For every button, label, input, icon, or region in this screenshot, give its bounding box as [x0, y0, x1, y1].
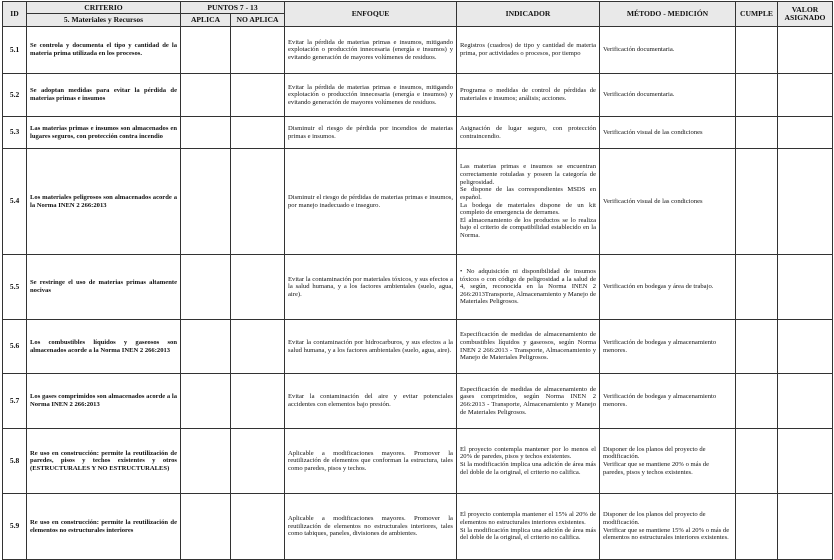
- indicador-line: Si la modificación implica una adición de área más del doble de la original, el criterio no califica.: [460, 526, 596, 542]
- row-aplica-cell[interactable]: [181, 429, 231, 494]
- row-enfoque: Disminuir el riesgo de pérdidas de materias primas e insumos, por manejo inadecuado e inseguro.: [285, 149, 457, 255]
- row-aplica-cell[interactable]: [181, 27, 231, 74]
- row-cumple-cell[interactable]: [736, 117, 778, 149]
- table-row: [3, 74, 833, 117]
- row-valor-cell[interactable]: [778, 494, 833, 560]
- metodo-line: Disponer de los planos del proyecto de modificación.: [603, 445, 706, 461]
- row-id: 5.1: [3, 27, 27, 74]
- indicador-line: Se dispone de las correspondientes MSDS en español.: [460, 186, 596, 201]
- criteria-table: [2, 1, 833, 560]
- row-criterio: Los combustibles líquidos y gaseosos son almacenados acorde a la Norma INEN 2 266:2013: [27, 320, 181, 374]
- header-valor: VALOR ASIGNADO: [778, 2, 833, 27]
- row-enfoque: Evitar la contaminación por hidrocarburos, y sus efectos a la salud humana, y a los factores ambientales (suelo, agua, aire).: [285, 320, 457, 374]
- row-aplica-cell[interactable]: [181, 149, 231, 255]
- row-valor-cell[interactable]: [778, 374, 833, 429]
- row-no-aplica-cell[interactable]: [231, 429, 285, 494]
- header-indicador: INDICADOR: [457, 2, 600, 27]
- row-metodo: [600, 494, 736, 560]
- row-valor-cell[interactable]: [778, 255, 833, 320]
- table-row: [3, 255, 833, 320]
- row-cumple-cell[interactable]: [736, 320, 778, 374]
- row-metodo: [600, 117, 736, 149]
- indicador-line: Registros (cuadros) de tipo y cantidad de materia prima, por actividades o procesos, por tiempo: [460, 42, 596, 57]
- row-criterio: Las materias primas e insumos son almacenados en lugares seguros, con protección contra incendio: [27, 117, 181, 149]
- table-row: [3, 374, 833, 429]
- indicador-line: Especificación de medidas de almacenamiento de combustibles líquidos y gaseosos, según Norma INEN 2 266:2013 - Transporte, Almacenamiento y Manejo de Materiales Peligrosos.: [460, 331, 596, 362]
- table-header: [3, 2, 833, 27]
- table-row: [3, 117, 833, 149]
- row-cumple-cell[interactable]: [736, 429, 778, 494]
- row-no-aplica-cell[interactable]: [231, 27, 285, 74]
- row-indicador: [457, 117, 600, 149]
- metodo-line: Verificación en bodegas y área de trabajo.: [603, 283, 714, 291]
- indicador-line: El proyecto contempla mantener por lo menos el 20% de paredes, pisos y techos existentes.: [460, 445, 596, 461]
- table-row: [3, 494, 833, 560]
- row-id: 5.8: [3, 429, 27, 494]
- row-aplica-cell[interactable]: [181, 117, 231, 149]
- row-metodo: [600, 149, 736, 255]
- header-no-aplica: NO APLICA: [231, 14, 285, 27]
- row-aplica-cell[interactable]: [181, 74, 231, 117]
- row-valor-cell[interactable]: [778, 27, 833, 74]
- metodo-line: Verificación de bodegas y almacenamiento menores.: [603, 338, 717, 354]
- row-id: 5.6: [3, 320, 27, 374]
- row-metodo: [600, 374, 736, 429]
- row-criterio: Re uso en construcción: permite la reutilización de paredes, pisos y techos existentes y otros (ESTRUCTURALES Y NO ESTRUCTURALES): [27, 429, 181, 494]
- metodo-line: Verificar que se mantiene 20% o más de paredes, pisos y techos existentes.: [603, 461, 710, 476]
- header-id: ID: [3, 2, 27, 27]
- row-indicador: [457, 74, 600, 117]
- row-enfoque: Evitar la pérdida de materias primas e insumos, mitigando explotación o producción innecesaria (energía e insumos) y evitando generación de mayores volúmenes de residuos.: [285, 27, 457, 74]
- row-cumple-cell[interactable]: [736, 74, 778, 117]
- indicador-line: Si la modificación implica una adición de área más del doble de la original, el criterio no califica.: [460, 461, 596, 476]
- table-row: [3, 149, 833, 255]
- row-id: 5.5: [3, 255, 27, 320]
- indicador-line: La bodega de materiales dispone de un kit completo de emergencia de derrames.: [460, 201, 596, 217]
- table-body: [3, 27, 833, 560]
- header-puntos: PUNTOS 7 - 13: [181, 2, 285, 14]
- row-no-aplica-cell[interactable]: [231, 255, 285, 320]
- row-enfoque: Evitar la contaminación por materiales tóxicos, y sus efectos a la salud humana, y a los factores ambientales (suelo, agua, aire).: [285, 255, 457, 320]
- row-id: 5.4: [3, 149, 27, 255]
- row-cumple-cell[interactable]: [736, 27, 778, 74]
- row-cumple-cell[interactable]: [736, 494, 778, 560]
- row-id: 5.2: [3, 74, 27, 117]
- header-metodo: MÉTODO - MEDICIÓN: [600, 2, 736, 27]
- metodo-line: Verificación de bodegas y almacenamiento menores.: [603, 393, 717, 408]
- row-enfoque: Evitar la contaminación del aire y evitar potenciales accidentes con elementos bajo presión.: [285, 374, 457, 429]
- row-valor-cell[interactable]: [778, 320, 833, 374]
- row-criterio: Se adoptan medidas para evitar la pérdida de materias primas e insumos: [27, 74, 181, 117]
- row-valor-cell[interactable]: [778, 429, 833, 494]
- row-no-aplica-cell[interactable]: [231, 149, 285, 255]
- row-metodo: [600, 74, 736, 117]
- row-enfoque: Evitar la pérdida de materias primas e insumos, mitigando explotación o producción innecesaria (energía e insumos) y evitando generación de mayores volúmenes de residuos.: [285, 74, 457, 117]
- metodo-line: Verificación documentaria.: [603, 91, 675, 99]
- table-row: [3, 320, 833, 374]
- row-valor-cell[interactable]: [778, 117, 833, 149]
- indicador-line: Especificación de medidas de almacenamiento de gases comprimidos, según Norma INEN 2 266:2013 - Transporte, Almacenamiento y Manejo de Materiales Peligrosos.: [460, 385, 596, 416]
- row-indicador: [457, 374, 600, 429]
- header-aplica: APLICA: [181, 14, 231, 27]
- row-aplica-cell[interactable]: [181, 320, 231, 374]
- row-no-aplica-cell[interactable]: [231, 374, 285, 429]
- header-cumple: CUMPLE: [736, 2, 778, 27]
- indicador-line: Las materias primas e insumos se encuentran correctamente rotuladas y poseen la categoría de peligrosidad.: [460, 163, 596, 186]
- header-criterio: CRITERIO: [27, 2, 181, 14]
- row-id: 5.7: [3, 374, 27, 429]
- indicador-line: El almacenamiento de los productos se lo realiza bajo el criterio de compatibilidad establecido en la Norma.: [460, 216, 596, 240]
- row-enfoque: Disminuir el riesgo de pérdida por incendios de materias primas e insumos.: [285, 117, 457, 149]
- indicador-line: Programa o medidas de control de pérdidas de materiales e insumos; análisis; acciones.: [460, 87, 596, 102]
- table-row: [3, 429, 833, 494]
- row-enfoque: Aplicable a modificaciones mayores. Promover la reutilización de elementos que conforman la estructura, tales como paredes, pisos y techos.: [285, 429, 457, 494]
- row-criterio: Se restringe el uso de materias primas altamente nocivas: [27, 255, 181, 320]
- metodo-line: Verificación visual de las condiciones: [603, 197, 703, 205]
- row-criterio: Re uso en construcción: permite la reutilización de elementos no estructurales interiores: [27, 494, 181, 560]
- row-no-aplica-cell[interactable]: [231, 494, 285, 560]
- row-criterio: Los gases comprimidos son almacenados acorde a la Norma INEN 2 266:2013: [27, 374, 181, 429]
- metodo-line: Verificar que se mantiene 15% al 20% o más de elementos no estructurales interiores existentes.: [603, 526, 730, 542]
- indicador-line: • No adquisición ni disponibilidad de insumos tóxicos o con código de peligrosidad a la salud de 4, según, reconocida en la Norma INEN 2 266:2013Transporte, Almacenamiento y Manejo de Materiales Peligrosos.: [460, 267, 596, 306]
- row-metodo: [600, 320, 736, 374]
- row-metodo: [600, 27, 736, 74]
- metodo-line: Disponer de los planos del proyecto de modificación.: [603, 511, 706, 526]
- row-metodo: [600, 429, 736, 494]
- row-id: 5.3: [3, 117, 27, 149]
- indicador-line: El proyecto contempla mantener el 15% al 20% de elementos no estructurales interiores existentes.: [460, 511, 596, 526]
- row-aplica-cell[interactable]: [181, 494, 231, 560]
- row-valor-cell[interactable]: [778, 74, 833, 117]
- row-cumple-cell[interactable]: [736, 149, 778, 255]
- header-enfoque: ENFOQUE: [285, 2, 457, 27]
- row-aplica-cell[interactable]: [181, 255, 231, 320]
- indicador-line: Asignación de lugar seguro, con protección contraincendio.: [460, 124, 596, 140]
- header-section: 5. Materiales y Recursos: [27, 14, 181, 27]
- row-no-aplica-cell[interactable]: [231, 320, 285, 374]
- row-criterio: Los materiales peligrosos son almacenados acorde a la Norma INEN 2 266:2013: [27, 149, 181, 255]
- row-no-aplica-cell[interactable]: [231, 117, 285, 149]
- row-indicador: [457, 27, 600, 74]
- row-enfoque: Aplicable a modificaciones mayores. Promover la reutilización de elementos no estructurales interiores, tales como tabiques, paneles, divisiones de ambientes.: [285, 494, 457, 560]
- row-indicador: [457, 429, 600, 494]
- row-indicador: [457, 149, 600, 255]
- row-indicador: [457, 255, 600, 320]
- row-cumple-cell[interactable]: [736, 374, 778, 429]
- metodo-line: Verificación visual de las condiciones: [603, 128, 703, 136]
- row-id: 5.9: [3, 494, 27, 560]
- row-indicador: [457, 320, 600, 374]
- row-metodo: [600, 255, 736, 320]
- row-cumple-cell[interactable]: [736, 255, 778, 320]
- row-no-aplica-cell[interactable]: [231, 74, 285, 117]
- row-valor-cell[interactable]: [778, 149, 833, 255]
- table-row: [3, 27, 833, 74]
- metodo-line: Verificación documentaria.: [603, 46, 675, 54]
- row-criterio: Se controla y documenta el tipo y cantidad de la materia prima utilizada en los procesos.: [27, 27, 181, 74]
- row-aplica-cell[interactable]: [181, 374, 231, 429]
- row-indicador: [457, 494, 600, 560]
